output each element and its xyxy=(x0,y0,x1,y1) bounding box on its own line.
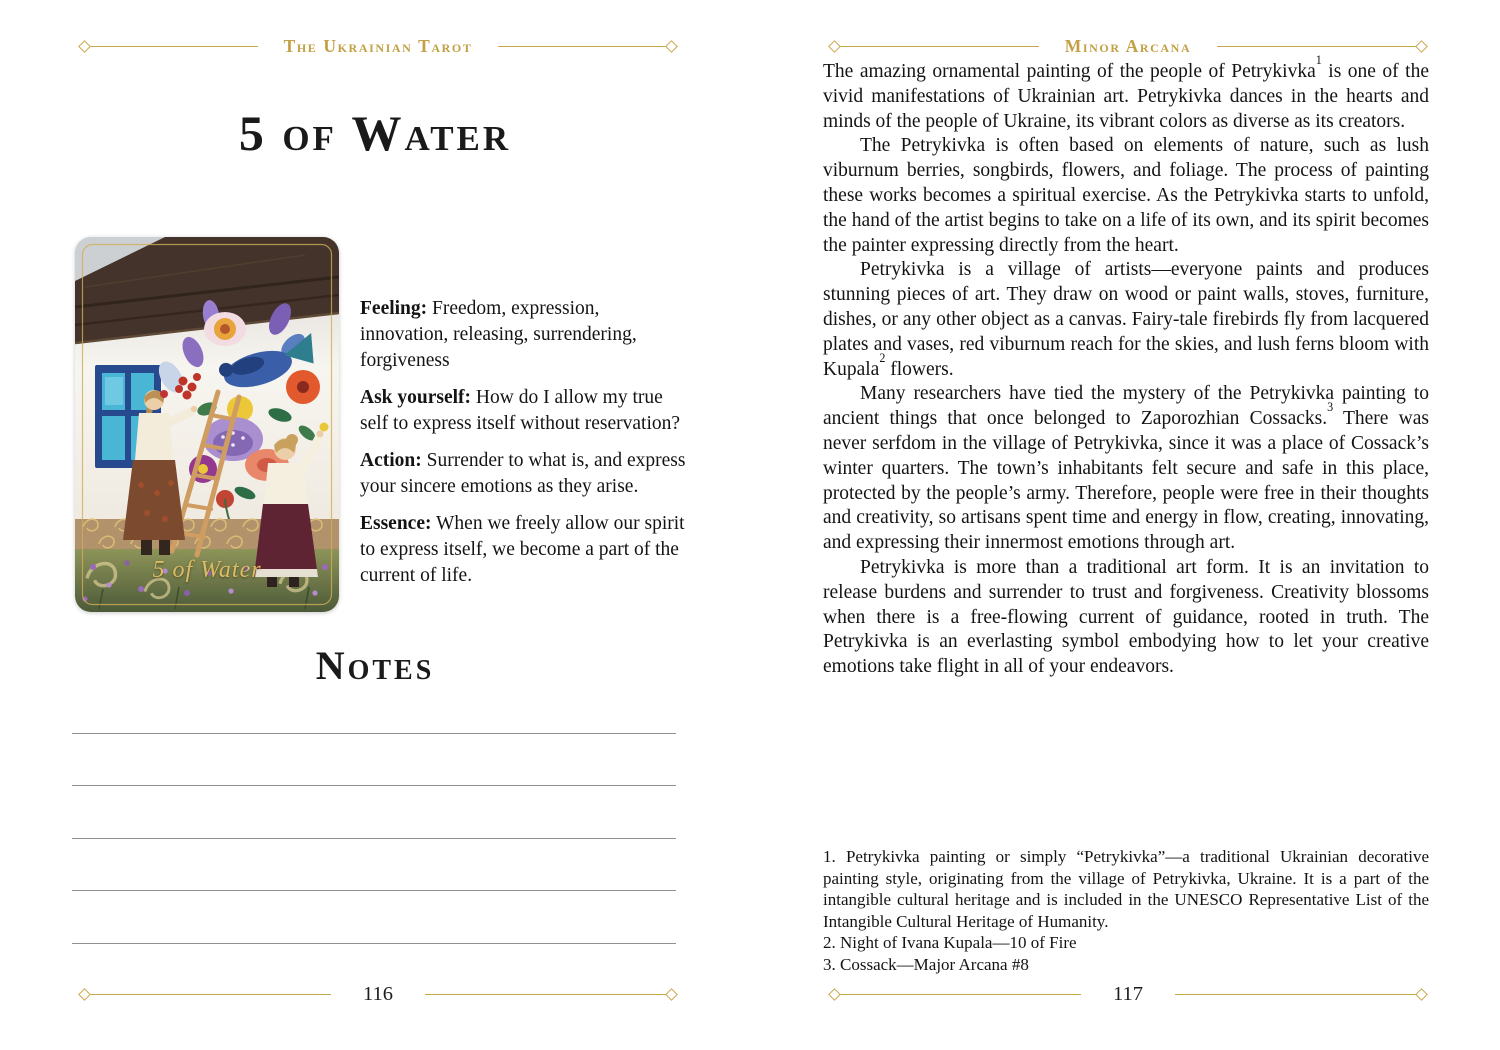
attribute-action xyxy=(360,448,688,500)
left-header-rule xyxy=(80,36,676,57)
diamond-icon xyxy=(828,40,841,53)
attribute-text: When we freely allow our spirit to express itself, we become a part of the current of life. xyxy=(360,513,685,586)
footnotes xyxy=(823,846,1429,975)
rule-line xyxy=(1175,994,1417,995)
card-illustration xyxy=(75,237,339,612)
note-line xyxy=(72,734,676,787)
left-running-head: The Ukrainian Tarot xyxy=(283,36,473,56)
attribute-label: Essence: xyxy=(360,513,432,534)
attribute-label: Ask yourself: xyxy=(360,387,472,408)
rule-line xyxy=(498,46,667,47)
notes-lines xyxy=(72,681,676,944)
rule-line xyxy=(89,46,258,47)
footnote: 3. Cossack—Major Arcana #8 xyxy=(823,954,1029,974)
rule-line xyxy=(839,994,1081,995)
attribute-text: How do I allow my true self to express itself without reservation? xyxy=(360,387,681,434)
paragraph: The amazing ornamental painting of the people of Petrykivka$^1$ is one of the vivid manifestations of Ukrainian art. Petrykivka dances in the hearts and minds of the people of Ukraine, its vibrant colors as diverse as its creators. xyxy=(823,53,1429,132)
card-attributes xyxy=(360,296,688,600)
diamond-icon xyxy=(1415,988,1428,1001)
note-line xyxy=(72,839,676,892)
footnote: 2. Night of Ivana Kupala—10 of Fire xyxy=(823,933,1077,952)
right-header-rule xyxy=(830,36,1426,57)
attribute-label: Action: xyxy=(360,450,422,471)
diamond-icon xyxy=(78,40,91,53)
diamond-icon xyxy=(665,40,678,53)
footnote-marker: 2 xyxy=(879,350,886,365)
tarot-card xyxy=(75,237,339,612)
rule-line xyxy=(839,46,1039,47)
attribute-label: Feeling: xyxy=(360,298,428,319)
right-page xyxy=(750,0,1500,1050)
diamond-icon xyxy=(1415,40,1428,53)
attribute-text: Freedom, expression, innovation, releasing, surrendering, forgiveness xyxy=(360,298,637,371)
card-caption: 5 of Water xyxy=(152,557,262,583)
notes-title: Notes xyxy=(315,643,435,688)
right-page-number: 117 xyxy=(1113,983,1143,1005)
note-line xyxy=(72,891,676,944)
footnote-marker: 3 xyxy=(1327,400,1334,415)
paragraph: Many researchers have tied the mystery of the Petrykivka painting to ancient things that once belonged to Zaporozhian Cossacks.$^3$ There was never serfdom in the village of Petrykivka, since it was a place of Cossack’s winter quarters. The town’s inhabitants felt secure and safe in this place, protected by the people’s army. Therefore, people were free in their thoughts and creativity, so artisans spent time and energy in flow, creating, innovating, and expressing their innermost emotions through art. xyxy=(823,383,1429,554)
diamond-icon xyxy=(665,988,678,1001)
diamond-icon xyxy=(78,988,91,1001)
note-line xyxy=(72,681,676,734)
paragraph: Petrykivka is more than a traditional art form. It is an invitation to release burdens and surrender to trust and forgiveness. Creativity blossoms when there is a free-flowing current of guidance, rooted in truth. The Petrykivka is an everlasting symbol embodying how to let your creative emotions take flight in all of your endeavors. xyxy=(823,556,1429,678)
rule-line xyxy=(89,994,331,995)
rule-line xyxy=(1217,46,1417,47)
left-page-number: 116 xyxy=(363,983,393,1005)
note-line xyxy=(72,786,676,839)
attribute-essence xyxy=(360,511,688,589)
attribute-text: Surrender to what is, and express your sincere emotions as they arise. xyxy=(360,450,686,497)
body-text xyxy=(823,53,1429,680)
right-running-head: Minor Arcana xyxy=(1064,36,1192,56)
page-title: 5 of Water xyxy=(238,105,512,161)
attribute-ask-yourself xyxy=(360,385,688,437)
footnote: 1. Petrykivka painting or simply “Petrykivka”—a traditional Ukrainian decorative painting style, originating from the village of Petrykivka, Ukraine. It is a part of the intangible cultural heritage and is included in the UNESCO Representative List of the Intangible Cultural Heritage of Humanity. xyxy=(823,847,1429,931)
right-footer-rule xyxy=(830,983,1426,1006)
footnote-marker: 1 xyxy=(1315,53,1322,68)
diamond-icon xyxy=(828,988,841,1001)
attribute-feeling xyxy=(360,296,688,374)
left-footer-rule xyxy=(80,983,676,1006)
paragraph: The Petrykivka is often based on elements of nature, such as lush viburnum berries, songbirds, flowers, and foliage. The process of painting these works becomes a spiritual exercise. As the Petrykivka starts to unfold, the hand of the artist begins to take on a life of its own, and its spirit becomes the painter expressing directly from the heart. xyxy=(823,135,1429,256)
rule-line xyxy=(425,994,667,995)
paragraph: Petrykivka is a village of artists—everyone paints and produces stunning pieces of art. They draw on wood or paint walls, stoves, furniture, dishes, or any other object as a canvas. Fairy-tale firebirds fly from lacquered plates and vases, red viburnum reach for the skies, and lush ferns bloom with Kupala$^2$ flowers. xyxy=(823,259,1429,380)
